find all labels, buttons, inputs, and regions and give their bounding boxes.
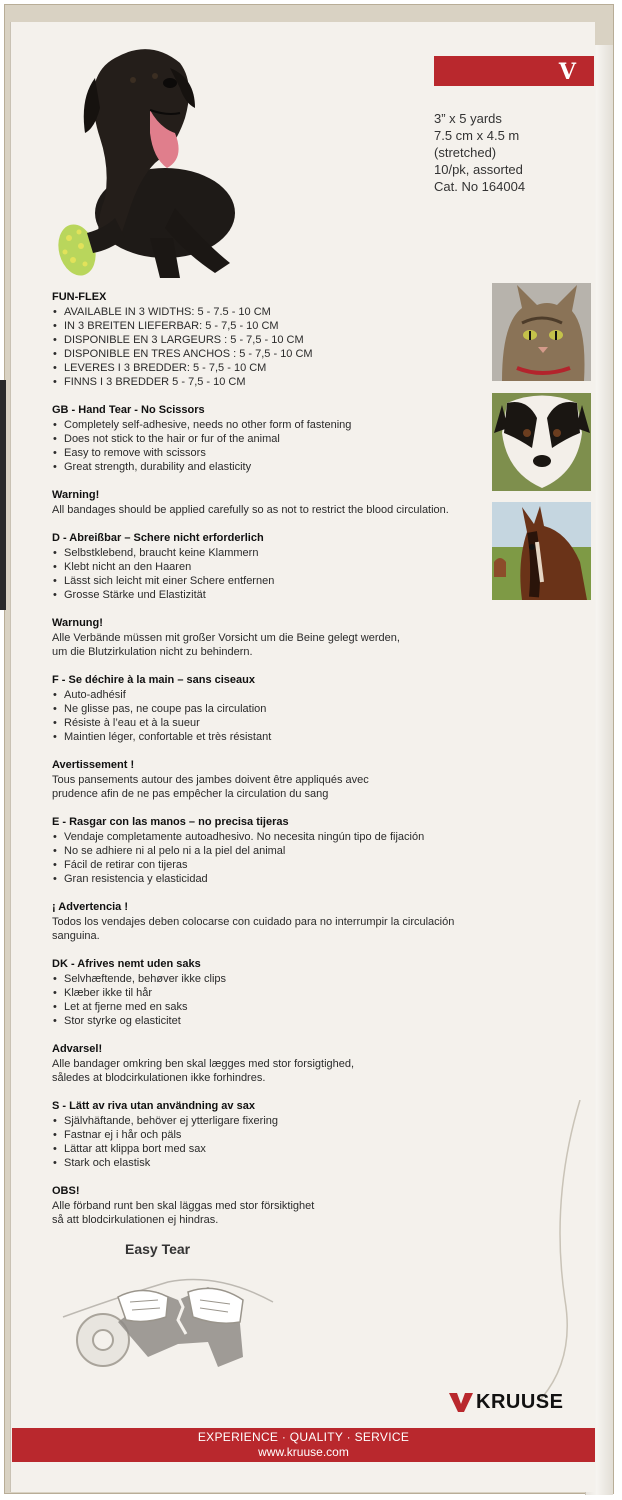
list-item: • Klebt nicht an den Haaren [52, 560, 487, 574]
list-item: • Completely self-adhesive, needs no other form of fastening [52, 418, 487, 432]
spec-line: 10/pk, assorted [434, 162, 523, 177]
box-crease [510, 1100, 590, 1400]
section-title: D - Abreißbar – Schere nicht erforderlich [52, 532, 264, 544]
list-item: • Vendaje completamente autoadhesivo. No necesita ningún tipo de fijación [52, 830, 487, 844]
section-es [52, 815, 487, 886]
section-title: Warnung! [52, 617, 103, 629]
list-item: • AVAILABLE IN 3 WIDTHS: 5 - 7.5 - 10 CM [52, 305, 487, 319]
list-item: • Grosse Stärke und Elastizität [52, 588, 487, 602]
list-item: • Gran resistencia y elasticidad [52, 872, 487, 886]
list-item: • FINNS I 3 BREDDER 5 - 7,5 - 10 CM [52, 375, 487, 389]
warning-text: Tous pansements autour des jambes doivent être appliqués avec prudence afin de ne pas empêcher la circulation du sang [52, 774, 369, 800]
warning-text: Alle förband runt ben skal läggas med stor försiktighet så att blodcirkulationen ej hindras. [52, 1200, 315, 1226]
list-item: • Great strength, durability and elasticity [52, 460, 487, 474]
section-fun-flex [52, 290, 487, 389]
list-item: • Stark och elastisk [52, 1156, 487, 1170]
v-logo-icon: V [558, 59, 576, 85]
list-item: • Résiste à l’eau et à la sueur [52, 716, 487, 730]
list-item: • Auto-adhésif [52, 688, 487, 702]
box-left-edge [0, 380, 6, 610]
spec-line: Cat. No 164004 [434, 179, 526, 194]
spec-line: 3” x 5 yards [434, 111, 502, 126]
section-de-warning [52, 616, 487, 659]
section-title: Warning! [52, 489, 100, 501]
list-item: • Klæber ikke til hår [52, 986, 487, 1000]
list-item: • Lättar att klippa bort med sax [52, 1142, 487, 1156]
product-specs [434, 110, 594, 195]
kruuse-v-icon [448, 1391, 474, 1413]
section-fr-warning [52, 758, 487, 801]
list-item: • DISPONIBLE EN TRES ANCHOS : 5 - 7,5 - 10 CM [52, 347, 487, 361]
section-title: DK - Afrives nemt uden saks [52, 958, 201, 970]
horse-photo [492, 502, 591, 600]
list-item: • LEVERES I 3 BREDDER: 5 - 7,5 - 10 CM [52, 361, 487, 375]
list-item: • Maintien léger, confortable et très résistant [52, 730, 487, 744]
section-es-warning [52, 900, 487, 943]
list-item: • Easy to remove with scissors [52, 446, 487, 460]
section-title: FUN-FLEX [52, 291, 107, 303]
section-title: S - Lätt av riva utan användning av sax [52, 1100, 255, 1112]
section-se [52, 1099, 487, 1170]
section-gb [52, 403, 487, 474]
brand-url: www.kruuse.com [258, 1445, 349, 1459]
warning-text: Alle Verbände müssen mit großer Vorsicht um die Beine gelegt werden, um die Blutzirkulation nicht zu behindern. [52, 632, 400, 658]
list-item: • DISPONIBLE EN 3 LARGEURS : 5 - 7,5 - 10 CM [52, 333, 487, 347]
list-item: • Fastnar ej i hår och päls [52, 1128, 487, 1142]
warning-text: Todos los vendajes deben colocarse con cuidado para no interrumpir la circulación sanguina. [52, 916, 455, 942]
section-title: E - Rasgar con las manos – no precisa tijeras [52, 816, 289, 828]
dog-headshot-photo [492, 393, 591, 491]
dog-photo [55, 38, 240, 283]
list-item: • Let at fjerne med en saks [52, 1000, 487, 1014]
section-title: GB - Hand Tear - No Scissors [52, 404, 205, 416]
spec-line: (stretched) [434, 145, 497, 160]
warning-text: Alle bandager omkring ben skal lægges med stor forsigtighed, således at blodcirkulationen ikke forhindres. [52, 1058, 355, 1084]
section-title: Avertissement ! [52, 759, 135, 771]
list-item: • Selbstklebend, braucht keine Klammern [52, 546, 487, 560]
kruuse-logo [448, 1389, 563, 1415]
list-item: • Fácil de retirar con tijeras [52, 858, 487, 872]
list-item: • Självhäftande, behöver ej ytterligare fixering [52, 1114, 487, 1128]
instructions-text [52, 290, 487, 1241]
warning-text: All bandages should be applied carefully so as not to restrict the blood circulation. [52, 504, 449, 516]
section-dk-warning [52, 1042, 487, 1085]
section-se-warning [52, 1184, 487, 1227]
list-item: • Stor styrke og elasticitet [52, 1014, 487, 1028]
logo-text: KRUUSE [476, 1390, 564, 1413]
brand-tab [434, 56, 594, 86]
spec-line: 7.5 cm x 4.5 m [434, 128, 520, 143]
easy-tear-title: Easy Tear [125, 1241, 191, 1257]
section-title: ¡ Advertencia ! [52, 901, 129, 913]
list-item: • IN 3 BREITEN LIEFERBAR: 5 - 7,5 - 10 CM [52, 319, 487, 333]
section-title: OBS! [52, 1185, 80, 1197]
section-fr [52, 673, 487, 744]
section-dk [52, 957, 487, 1028]
brand-tagline: EXPERIENCE · QUALITY · SERVICE [197, 1430, 410, 1444]
section-de [52, 531, 487, 602]
section-title: Advarsel! [52, 1043, 103, 1055]
section-title: F - Se déchire à la main – sans ciseaux [52, 674, 255, 686]
footer-bar [12, 1428, 595, 1462]
list-item: • Lässt sich leicht mit einer Schere entfernen [52, 574, 487, 588]
section-gb-warning [52, 488, 487, 517]
cat-photo [492, 283, 591, 381]
list-item: • Does not stick to the hair or fur of the animal [52, 432, 487, 446]
list-item: • Selvhæftende, behøver ikke clips [52, 972, 487, 986]
list-item: • No se adhiere ni al pelo ni a la piel del animal [52, 844, 487, 858]
hand-tear-illustration [58, 1262, 278, 1372]
list-item: • Ne glisse pas, ne coupe pas la circulation [52, 702, 487, 716]
